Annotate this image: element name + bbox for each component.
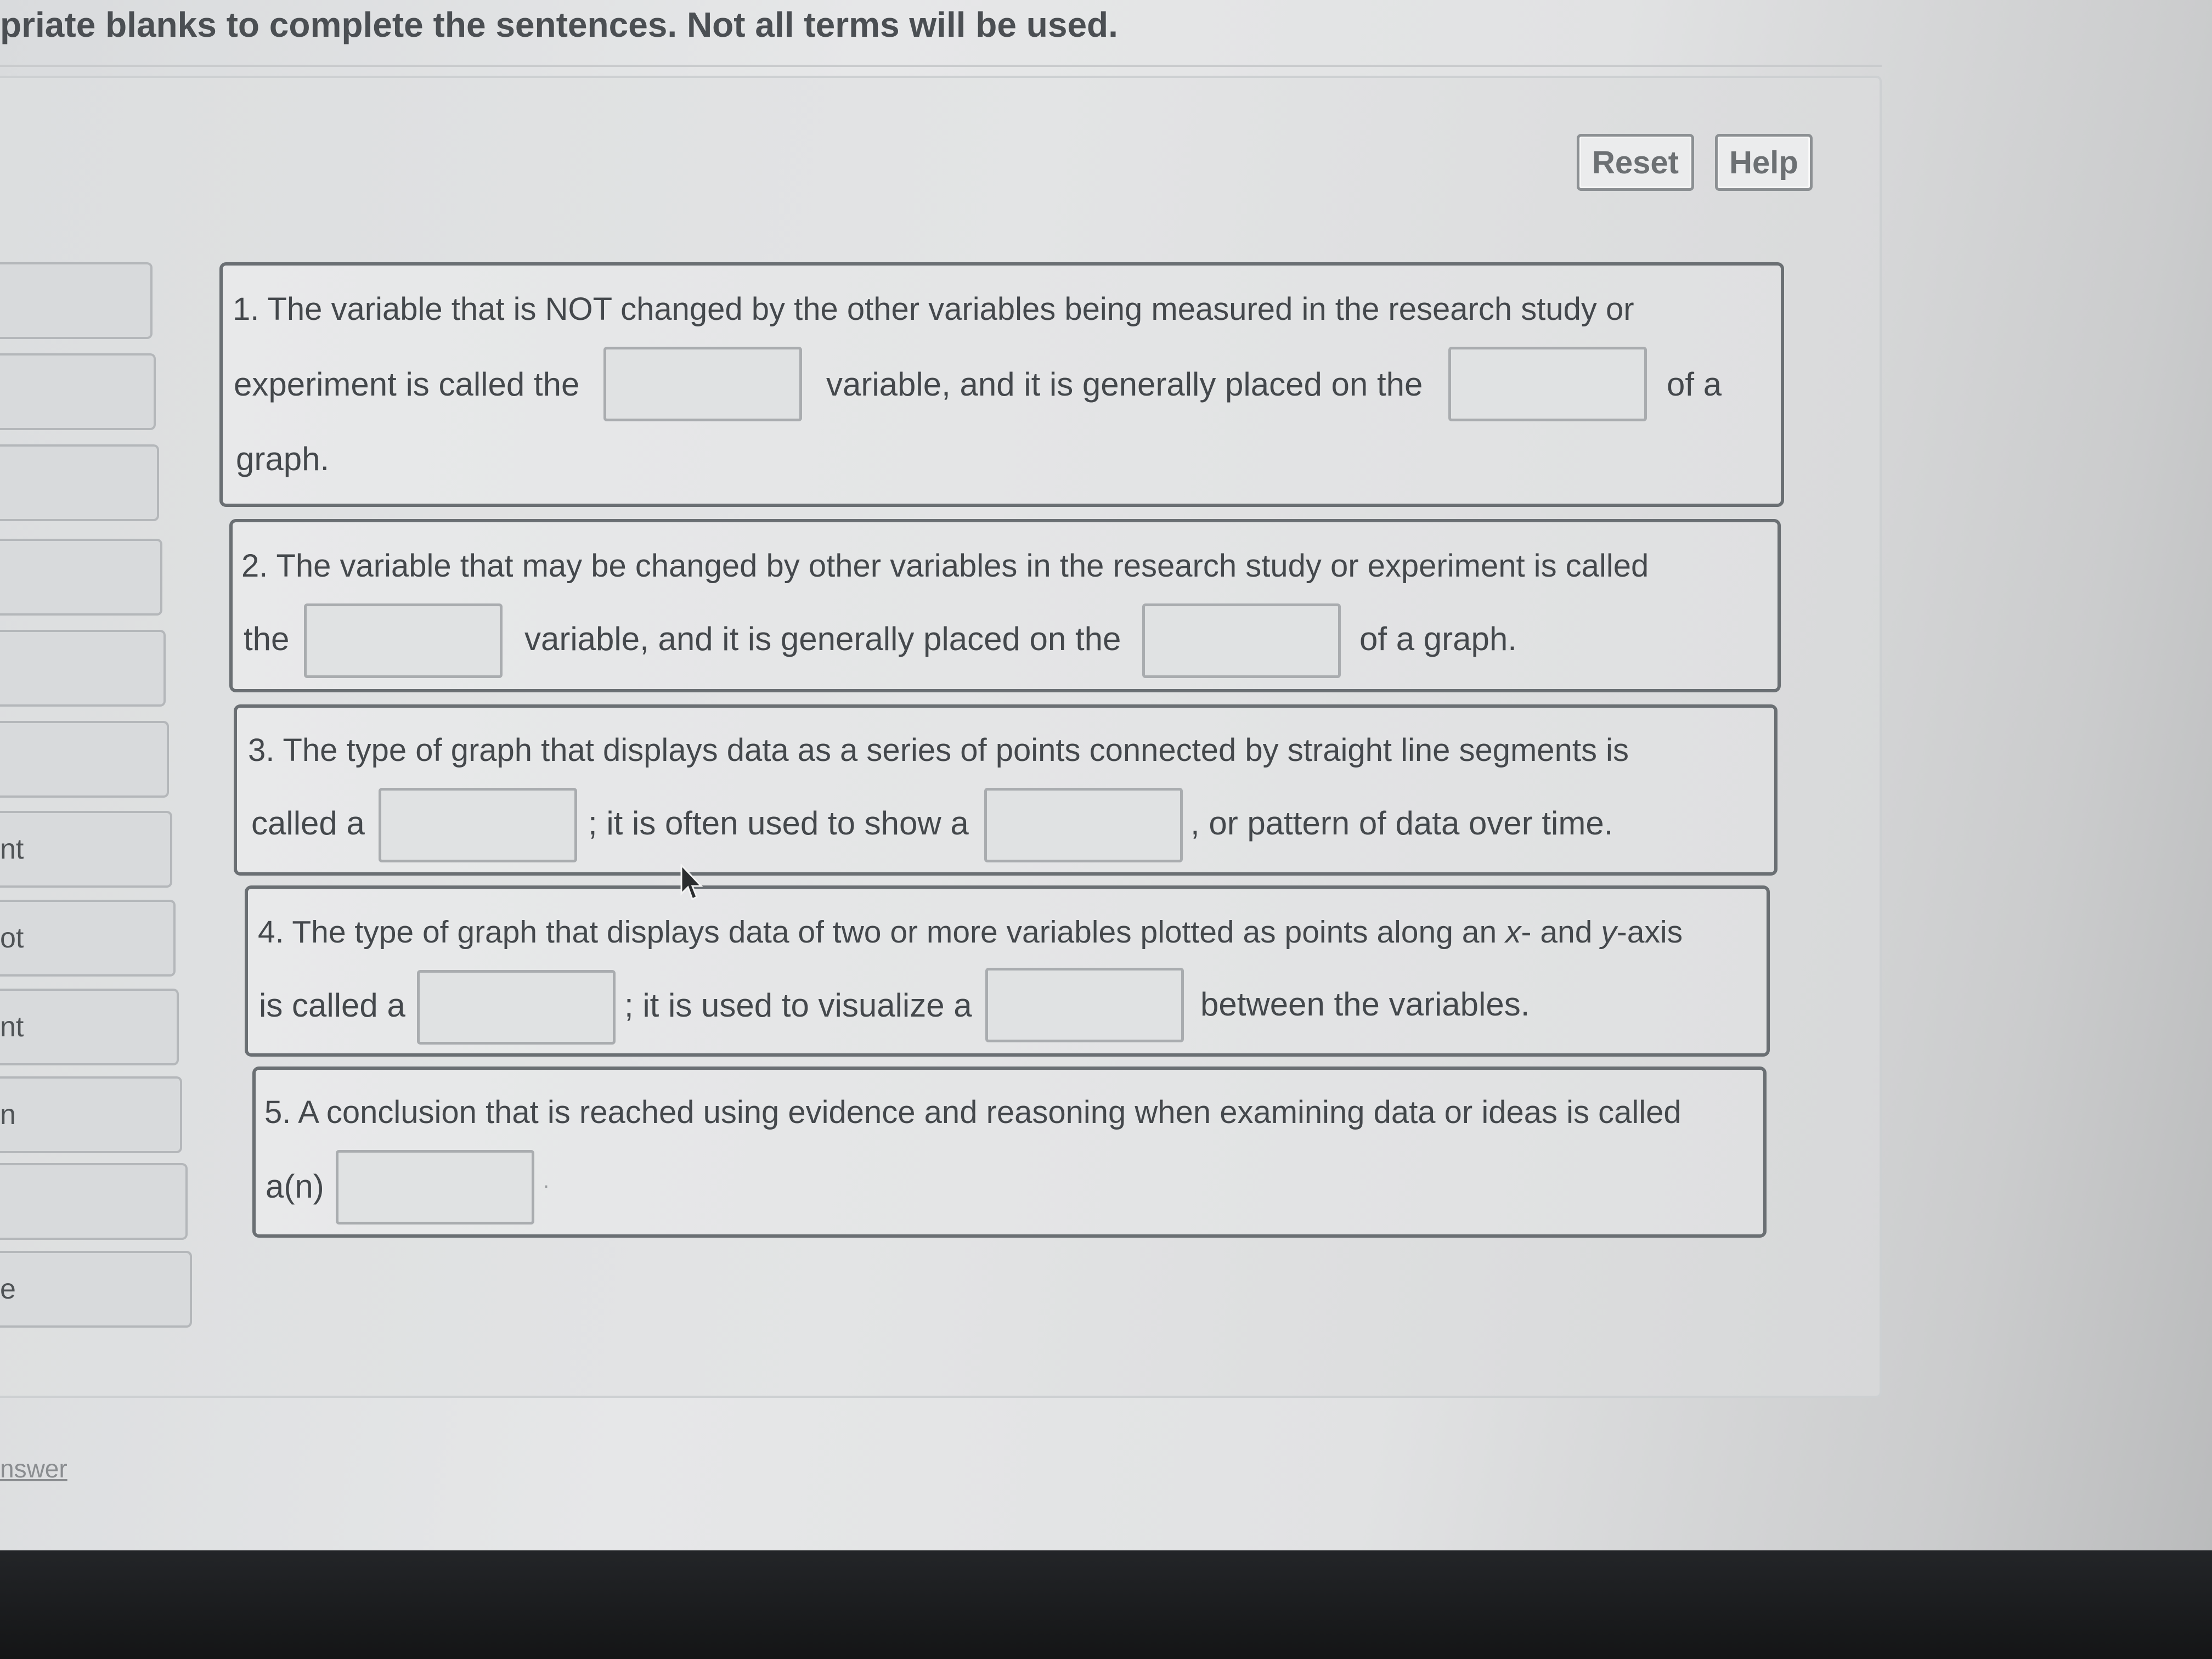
question-2-text-b: variable, and it is generally placed on the [524, 620, 1121, 657]
question-4-text-b: ; it is used to visualize a [624, 987, 972, 1024]
question-4-line-1 [258, 914, 1683, 950]
answer-link[interactable]: nswer [0, 1454, 67, 1483]
question-1-text-c: of a [1667, 366, 1722, 403]
question-3-text-c: , or pattern of data over time. [1190, 805, 1613, 842]
question-5-text-c: . [543, 1169, 550, 1193]
word-bank-tile-label: n [0, 1099, 16, 1131]
y-axis-variable: y [1601, 915, 1617, 950]
question-4-text-a: is called a [259, 987, 405, 1024]
question-4-line-1-a: 4. The type of graph that displays data of two or more variables plotted as points along an [258, 915, 1497, 950]
word-bank-tile[interactable] [0, 444, 159, 521]
top-divider [0, 65, 1882, 67]
mouse-pointer-icon [680, 864, 704, 902]
question-1-text-b: variable, and it is generally placed on the [826, 366, 1423, 403]
question-2-blank-1[interactable] [304, 603, 503, 678]
question-4-text-c: between the variables. [1200, 986, 1530, 1023]
x-axis-variable: x [1505, 915, 1521, 950]
question-2-blank-2[interactable] [1142, 603, 1341, 678]
question-4-line-1-b: - and [1521, 915, 1593, 950]
question-2-line-1: 2. The variable that may be changed by other variables in the research study or experiment is called [241, 548, 1649, 584]
word-bank-tile[interactable] [0, 1251, 192, 1328]
question-3-text-a: called a [251, 805, 365, 842]
reset-button[interactable]: Reset [1577, 134, 1694, 191]
word-bank-tile-label: e [0, 1273, 16, 1305]
screen-bezel [0, 1550, 2212, 1659]
word-bank-tile[interactable] [0, 630, 166, 707]
question-4-blank-2[interactable] [985, 968, 1184, 1042]
question-3-blank-1[interactable] [379, 788, 577, 862]
word-bank-tile[interactable] [0, 1163, 188, 1240]
question-4-blank-1[interactable] [417, 970, 616, 1045]
instructions-text: priate blanks to complete the sentences. Not all terms will be used. [0, 5, 1118, 44]
word-bank-tile-label: ot [0, 922, 24, 954]
word-bank-tile[interactable] [0, 539, 162, 616]
word-bank-tile[interactable] [0, 353, 156, 430]
word-bank-tile[interactable] [0, 900, 176, 977]
question-1-line-1: 1. The variable that is NOT changed by the other variables being measured in the research study or [233, 291, 1634, 327]
word-bank-tile[interactable] [0, 1076, 182, 1153]
word-bank-tile[interactable] [0, 989, 179, 1065]
word-bank-tile-label: nt [0, 833, 24, 865]
question-5-line-1: 5. A conclusion that is reached using evidence and reasoning when examining data or ideas is called [264, 1094, 1681, 1130]
question-1-blank-1[interactable] [603, 347, 802, 421]
word-bank-tile[interactable] [0, 262, 153, 339]
word-bank-tile[interactable] [0, 721, 169, 798]
question-3-text-b: ; it is often used to show a [588, 805, 969, 842]
question-2-text-a: the [244, 620, 290, 657]
word-bank-tile[interactable] [0, 811, 172, 888]
question-1-blank-2[interactable] [1448, 347, 1647, 421]
question-5-blank-1[interactable] [336, 1150, 534, 1224]
help-button[interactable]: Help [1715, 134, 1813, 191]
question-1-text-a: experiment is called the [234, 366, 580, 403]
question-2-text-c: of a graph. [1359, 620, 1517, 657]
question-3-line-1: 3. The type of graph that displays data as a series of points connected by straight line segments is [248, 732, 1629, 768]
question-5-text-a: a(n) [266, 1168, 324, 1205]
question-3-blank-2[interactable] [984, 788, 1183, 862]
word-bank-tile-label: nt [0, 1011, 24, 1043]
question-1-line-3: graph. [236, 441, 330, 477]
question-4-line-1-c: -axis [1616, 915, 1683, 950]
